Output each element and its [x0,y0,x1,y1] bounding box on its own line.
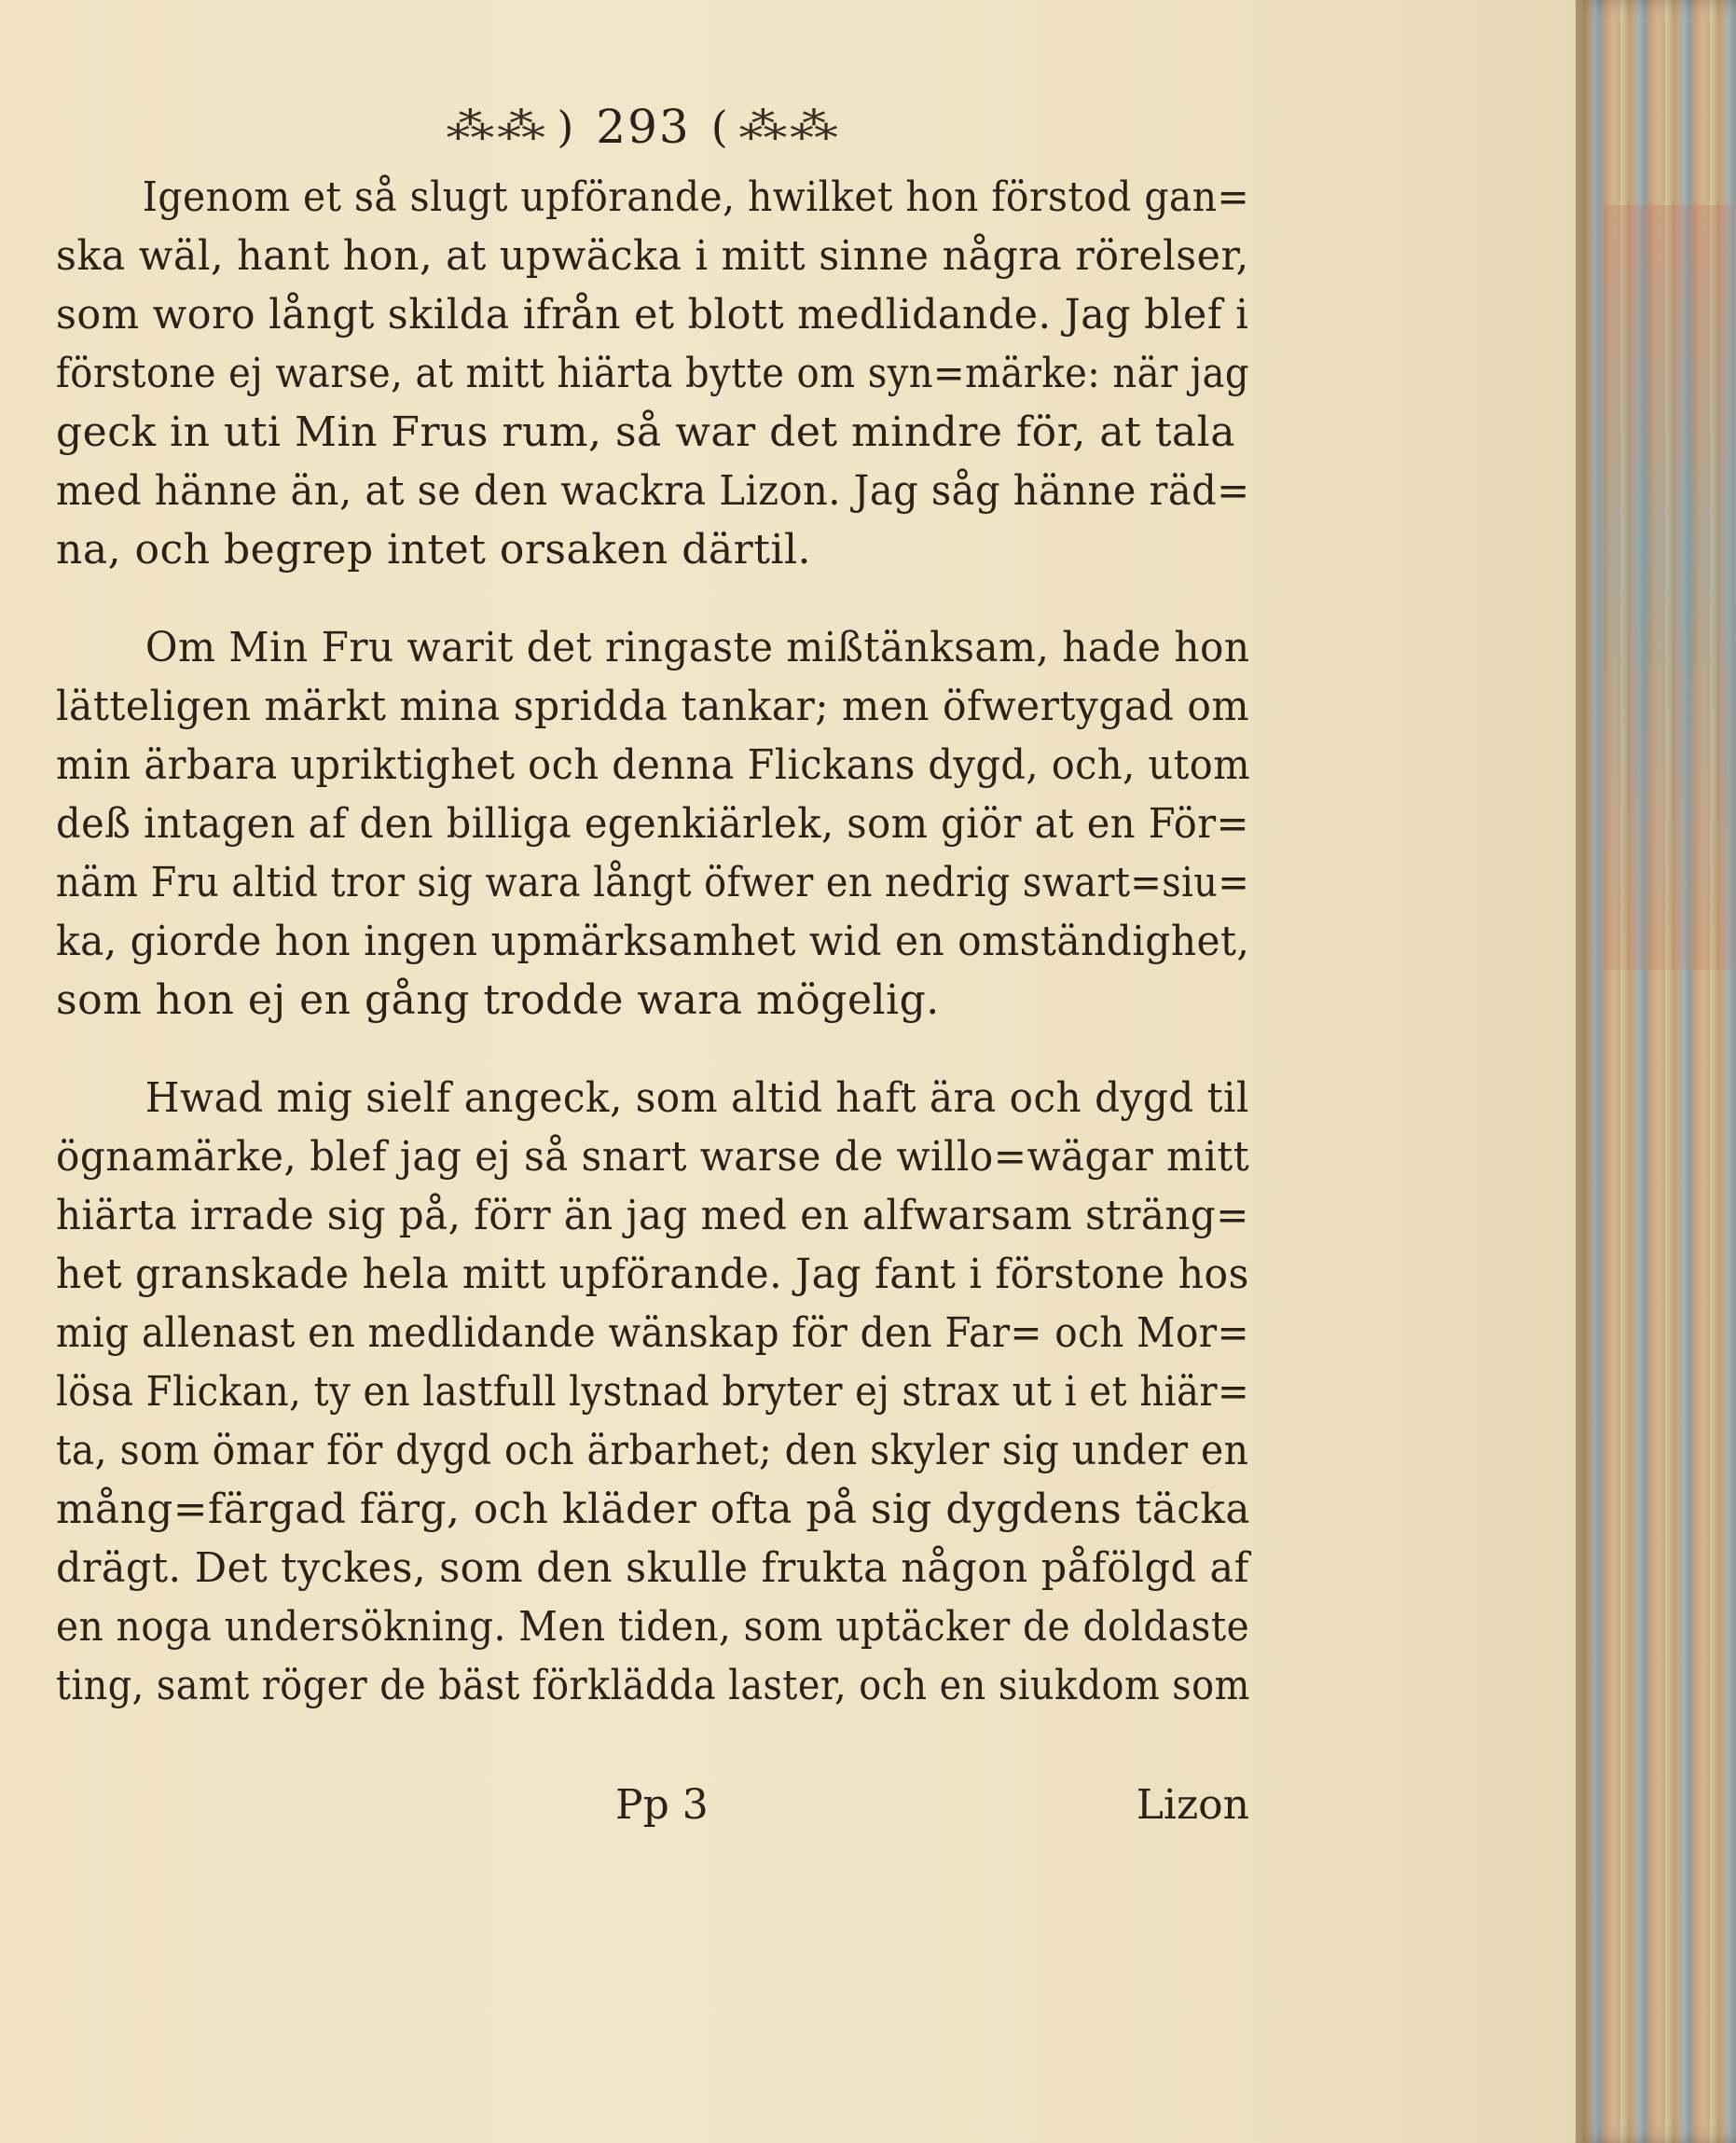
header-bracket-right: ( [710,102,730,152]
paragraph [56,618,1249,1030]
text-line: näm Fru altid tror sig wara långt öfwer en nedrig swart=siu= [56,859,1250,906]
left-ornament-icon: ⁂⁂ [446,105,548,148]
text-line: min ärbara upriktighet och denna Flickans dygd, och, utom [56,741,1251,789]
text-line: lätteligen märkt mina spridda tankar; men öfwertygad om [56,683,1250,730]
text-line: ka, giorde hon ingen upmärksamhet wid en omständighet, [56,918,1250,965]
header-bracket-left: ) [557,102,576,152]
text-line: geck in uti Min Frus rum, så war det mindre för, at tala [56,408,1235,456]
text-line: lösa Flickan, ty en lastfull lystnad bryter ej strax ut i et hiär= [56,1368,1250,1416]
body-text [56,168,1249,1715]
text-line: mång=färgad färg, och kläder ofta på sig dygdens täcka [56,1486,1250,1533]
catchword: Lizon [1136,1781,1249,1829]
right-ornament-icon: ⁂⁂ [738,105,841,148]
text-line: ska wäl, hant hon, at upwäcka i mitt sinne några rörelser, [56,232,1249,280]
paragraph-gap [56,579,1249,618]
signature-mark: Pp 3 [615,1781,709,1829]
text-line: het granskade hela mitt upförande. Jag fant i förstone hos [56,1251,1249,1298]
page-header [364,90,923,164]
page-edge-stain [1604,205,1734,970]
text-line: ta, som ömar för dygd och ärbarhet; den skyler sig under en [56,1427,1249,1474]
page-number: 293 [596,100,691,154]
text-line: na, och begrep intet orsaken därtil. [56,526,811,574]
text-line: mig allenast en medlidande wänskap för den Far= och Mor= [56,1309,1249,1357]
paragraph-gap [56,1030,1249,1069]
text-line: drägt. Det tyckes, som den skulle frukta någon påfölgd af [56,1544,1249,1592]
text-line: Om Min Fru warit det ringaste mißtänksam, hade hon [145,624,1250,671]
text-line: Igenom et så slugt upförande, hwilket hon förstod gan= [142,173,1250,221]
paragraph [56,1069,1249,1715]
text-line: hiärta irrade sig på, förr än jag med en alfwarsam sträng= [56,1192,1249,1239]
page-footer [56,1781,1249,1846]
text-line: förstone ej warse, at mitt hiärta bytte om syn=märke: när jag [56,350,1250,397]
text-line: deß intagen af den billiga egenkiärlek, som giör at en För= [56,800,1249,848]
text-line: ögnamärke, blef jag ej så snart warse de willo=wägar mitt [56,1133,1250,1181]
text-line: som woro långt skilda ifrån et blott medlidande. Jag blef i [56,291,1249,339]
text-line: ting, samt röger de bäst förklädda laster, och en siukdom som [56,1662,1250,1709]
text-line: Hwad mig sielf angeck, som altid haft ära och dygd til [145,1074,1249,1122]
paragraph [56,168,1249,579]
text-line: en noga undersökning. Men tiden, som uptäcker de doldaste [56,1603,1250,1651]
text-line: med hänne än, at se den wackra Lizon. Jag såg hänne räd= [56,467,1250,515]
text-line: som hon ej en gång trodde wara mögelig. [56,976,940,1024]
